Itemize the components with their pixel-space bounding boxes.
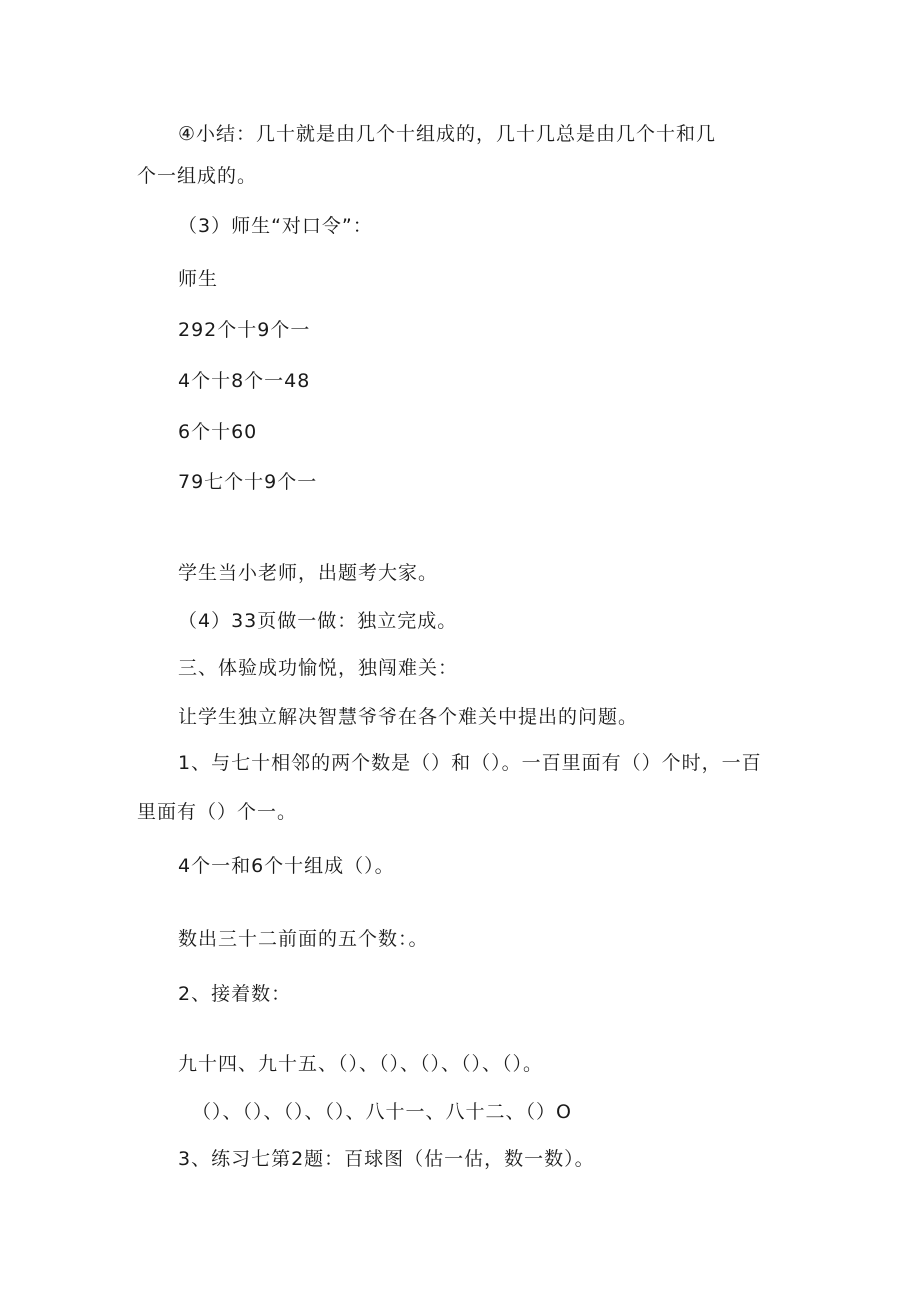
text-line: （4）33页做一做：独立完成。	[178, 610, 458, 632]
text-line: 数出三十二前面的五个数：。	[178, 928, 429, 950]
text-line: （3）师生“对口令”：	[178, 215, 373, 237]
text-line: 让学生独立解决智慧爷爷在各个难关中提出的问题。	[178, 706, 639, 728]
text-line: 3、练习七第2题：百球图（估一估，数一数）。	[178, 1148, 595, 1170]
text-line: （）、（）、（）、（）、八十一、八十二、（）O	[192, 1101, 572, 1123]
text-line: 里面有（）个一。	[137, 801, 298, 823]
text-line: 4个一和6个十组成（）。	[178, 855, 395, 877]
text-line: ④小结：几十就是由几个十组成的，几十几总是由几个十和几	[178, 123, 717, 145]
text-line: 三、体验成功愉悦，独闯难关：	[178, 657, 459, 679]
text-line: 九十四、九十五、（）、（）、（）、（）、（）。	[178, 1053, 544, 1075]
text-line: 1、与七十相邻的两个数是（）和（）。一百里面有（）个时，一百	[178, 752, 762, 774]
text-line: 79七个十9个一	[178, 471, 318, 493]
text-line: 2、接着数：	[178, 983, 292, 1005]
text-line: 学生当小老师，出题考大家。	[178, 562, 439, 584]
text-line: 个一组成的。	[137, 165, 258, 187]
text-line: 师生	[178, 268, 219, 290]
text-line: 4个十8个一48	[178, 370, 311, 392]
text-line: 292个十9个一	[178, 319, 311, 341]
text-line: 6个十60	[178, 421, 258, 443]
